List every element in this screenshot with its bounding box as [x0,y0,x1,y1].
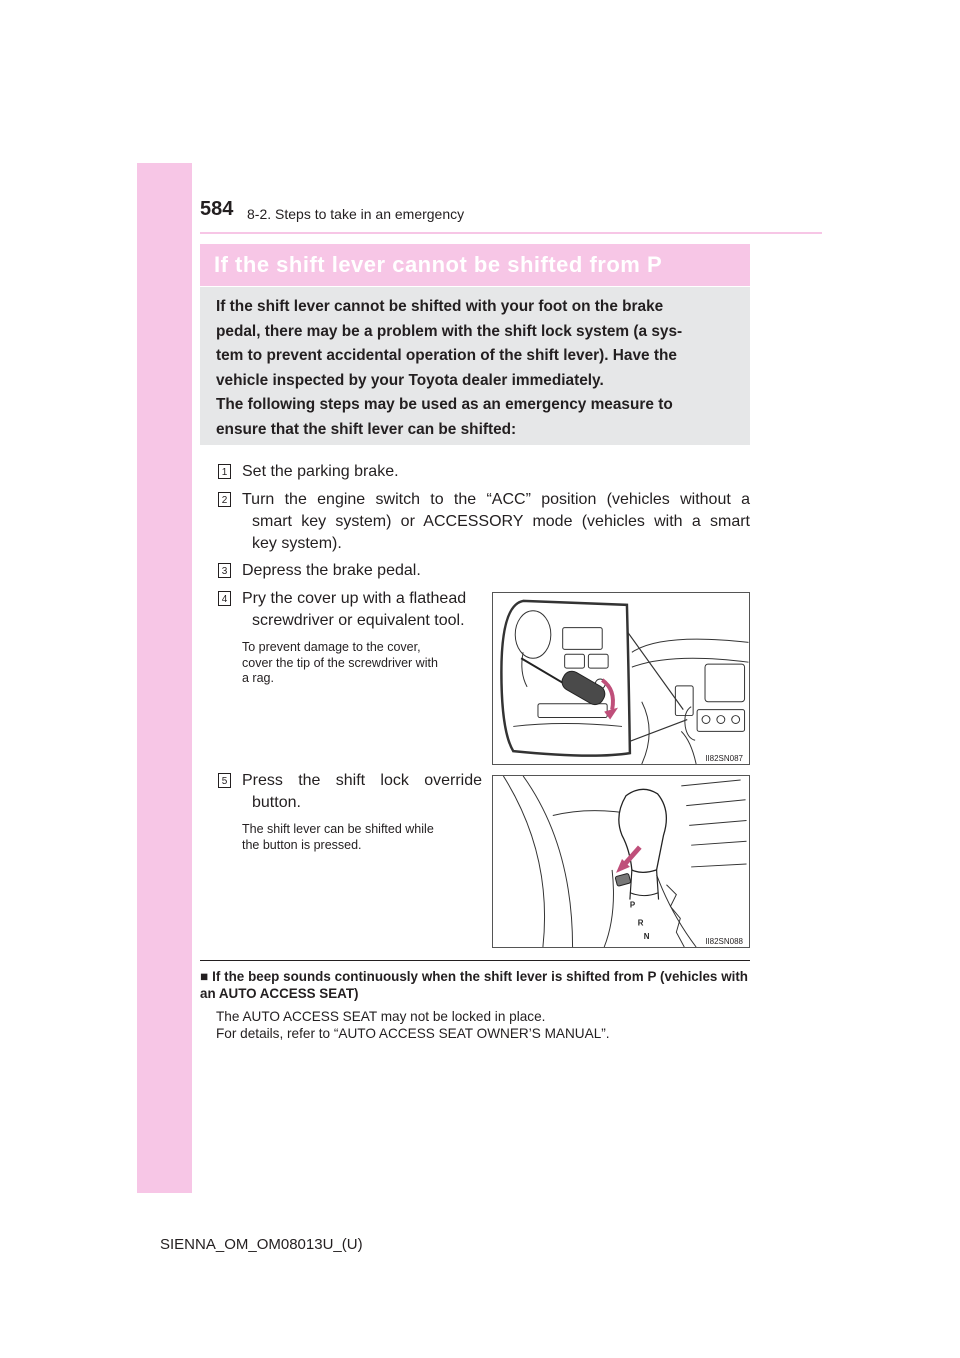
step-number-3: 3 [218,563,231,578]
page-number: 584 [200,198,234,220]
illustration-code: II82SN087 [705,754,743,763]
step-number-1: 1 [218,464,231,479]
step-line: Press the shift lock override [242,772,482,789]
step-5-text [242,770,482,814]
note-body-line: For details, refer to “AUTO ACCESS SEAT OWNER’S MANUAL”. [216,1026,610,1041]
step-4-note [242,640,482,687]
illustration-pry-cover [492,592,750,765]
step-number-5: 5 [218,773,231,788]
step-line: button. [252,794,301,811]
step-5-note [242,822,482,853]
chapter-title: 8-2. Steps to take in an emergency [247,206,465,222]
step-line: screwdriver or equivalent tool. [252,612,465,629]
note-heading [200,968,748,1002]
intro-line: The following steps may be used as an emergency measure to [216,396,673,413]
dashboard-illustration [493,593,749,764]
intro-line: tem to prevent accidental operation of the shift lever). Have the [216,347,677,364]
note-line: a rag. [242,671,274,685]
step-4-text [242,588,482,632]
step-number-2: 2 [218,492,231,507]
note-body [216,1008,610,1042]
step-3-text [242,560,750,582]
step-line: Set the parking brake. [242,463,399,480]
intro-line: vehicle inspected by your Toyota dealer immediately. [216,371,604,389]
chapter-side-tab [137,163,192,1193]
note-divider [200,960,750,961]
illustration-override-button [492,775,750,948]
intro-line: ensure that the shift lever can be shifted: [216,420,517,438]
step-1-text [242,461,750,483]
intro-line: If the shift lever cannot be shifted with your foot on the brake [216,298,664,315]
gear-label-n: N [643,932,650,942]
document-id: SIENNA_OM_OM08013U_(U) [160,1236,363,1253]
step-line: Turn the engine switch to the “ACC” position (vehicles without a [242,491,750,508]
header-divider [200,232,822,234]
step-line: smart key system) or ACCESSORY mode (vehicles with a smart [252,513,750,530]
step-2-text [242,489,750,555]
note-body-line: The AUTO ACCESS SEAT may not be locked in place. [216,1009,546,1024]
note-line: cover the tip of the screwdriver with [242,655,438,670]
illustration-code: II82SN088 [705,937,743,946]
note-line: The shift lever can be shifted while [242,822,434,836]
step-number-4: 4 [218,591,231,606]
section-title: If the shift lever cannot be shifted from P [200,244,750,286]
note-line: To prevent damage to the cover, [242,640,421,654]
note-heading-text: If the beep sounds continuously when the shift lever is shifted from P (vehicles with an AUTO ACCESS SEAT) [200,969,748,1001]
note-bullet: ■ [200,969,209,984]
intro-line: pedal, there may be a problem with the shift lock system (a sys- [216,322,683,340]
step-line: Depress the brake pedal. [242,562,421,579]
step-line: Pry the cover up with a flathead [242,590,467,607]
step-line: key system). [252,535,342,552]
intro-box [200,287,750,445]
note-line: the button is pressed. [242,837,362,852]
shift-lever-illustration [493,776,749,947]
gear-label-r: R [637,918,644,928]
gear-label-p: P [629,900,636,910]
